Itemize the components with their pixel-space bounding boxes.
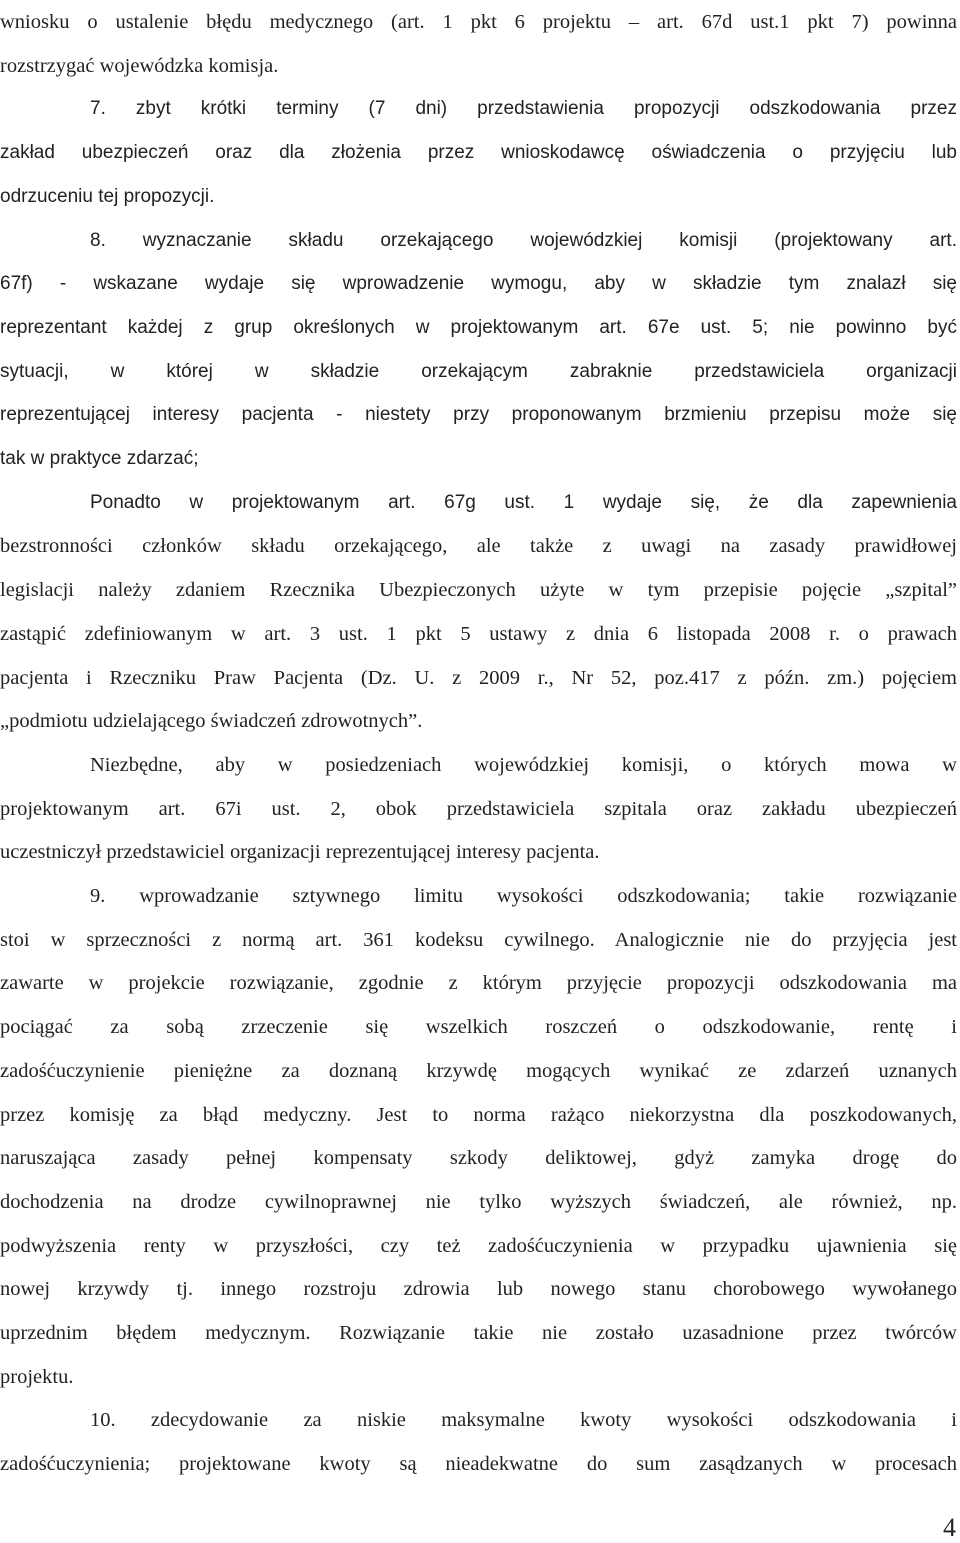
text-line: Ponadto w projektowanym art. 67g ust. 1 wydaje się, że dla zapewnienia bbox=[90, 491, 957, 513]
text-line: pacjenta i Rzeczniku Praw Pacjenta (Dz. U. z 2009 r., Nr 52, poz.417 z późn. zm.) pojęciem bbox=[0, 666, 957, 689]
text-line: zadośćuczynienia; projektowane kwoty są nieadekwatne do sum zasądzanych w procesach bbox=[0, 1453, 957, 1476]
text-line: zakład ubezpieczeń oraz dla złożenia przez wnioskodawcę oświadczenia o przyjęciu lub bbox=[0, 142, 957, 164]
text-line: 67f) - wskazane wydaje się wprowadzenie wymogu, aby w składzie tym znalazł się bbox=[0, 273, 957, 295]
text-line: sytuacji, w której w składzie orzekającym zabraknie przedstawiciela organizacji bbox=[0, 360, 957, 382]
text-line: reprezentant każdej z grup określonych w projektowanym art. 67e ust. 5; nie powinno być bbox=[0, 316, 957, 338]
page-number: 4 bbox=[943, 1513, 956, 1542]
text-line: pociągać za sobą zrzeczenie się wszelkich roszczeń o odszkodowanie, rentę i bbox=[0, 1016, 957, 1039]
text-line: legislacji należy zdaniem Rzecznika Ubezpieczonych użyte w tym przepisie pojęcie „szpital” bbox=[0, 579, 957, 602]
text-line: projektu. bbox=[0, 1365, 74, 1388]
text-line: wniosku o ustalenie błędu medycznego (art. 1 pkt 6 projektu – art. 67d ust.1 pkt 7) powinna bbox=[0, 11, 957, 33]
text-line: „podmiotu udzielającego świadczeń zdrowotnych”. bbox=[0, 710, 423, 733]
text-line: zadośćuczynienie pieniężne za doznaną krzywdę mogących wynikać ze zdarzeń uznanych bbox=[0, 1059, 957, 1082]
text-line: uczestniczył przedstawiciel organizacji reprezentującej interesy pacjenta. bbox=[0, 841, 600, 864]
text-line: zastąpić zdefiniowanym w art. 3 ust. 1 pkt 5 ustawy z dnia 6 listopada 2008 r. o prawach bbox=[0, 622, 957, 645]
text-line: reprezentującej interesy pacjenta - niestety przy proponowanym brzmieniu przepisu może się bbox=[0, 404, 957, 426]
text-line: 10. zdecydowanie za niskie maksymalne kwoty wysokości odszkodowania i bbox=[90, 1409, 957, 1432]
text-line: 7. zbyt krótki terminy (7 dni) przedstawienia propozycji odszkodowania przez bbox=[90, 98, 957, 120]
text-line: dochodzenia na drodze cywilnoprawnej nie tylko wyższych świadczeń, ale również, np. bbox=[0, 1190, 957, 1213]
text-line: odrzuceniu tej propozycji. bbox=[0, 185, 215, 207]
text-line: bezstronności członków składu orzekającego, ale także z uwagi na zasady prawidłowej bbox=[0, 535, 957, 558]
text-line: tak w praktyce zdarzać; bbox=[0, 448, 199, 469]
text-line: 8. wyznaczanie składu orzekającego wojewódzkiej komisji (projektowany art. bbox=[90, 229, 957, 251]
text-line: projektowanym art. 67i ust. 2, obok przedstawiciela szpitala oraz zakładu ubezpieczeń bbox=[0, 797, 957, 820]
text-line: Niezbędne, aby w posiedzeniach wojewódzkiej komisji, o których mowa w bbox=[90, 753, 957, 776]
text-line: rozstrzygać wojewódzka komisja. bbox=[0, 54, 279, 77]
text-line: podwyższenia renty w przyszłości, czy też zadośćuczynienia w przypadku ujawnienia się bbox=[0, 1234, 957, 1257]
text-line: uprzednim błędem medycznym. Rozwiązanie takie nie zostało uzasadnione przez twórców bbox=[0, 1322, 957, 1344]
text-line: naruszająca zasady pełnej kompensaty szkody deliktowej, gdyż zamyka drogę do bbox=[0, 1147, 957, 1170]
text-line: zawarte w projekcie rozwiązanie, zgodnie z którym przyjęcie propozycji odszkodowania ma bbox=[0, 972, 957, 995]
text-line: nowej krzywdy tj. innego rozstroju zdrowia lub nowego stanu chorobowego wywołanego bbox=[0, 1278, 957, 1301]
text-line: 9. wprowadzanie sztywnego limitu wysokości odszkodowania; takie rozwiązanie bbox=[90, 885, 957, 907]
text-line: stoi w sprzeczności z normą art. 361 kodeksu cywilnego. Analogicznie nie do przyjęcia jest bbox=[0, 928, 957, 951]
text-line: przez komisję za błąd medyczny. Jest to norma rażąco niekorzystna dla poszkodowanych, bbox=[0, 1103, 957, 1126]
